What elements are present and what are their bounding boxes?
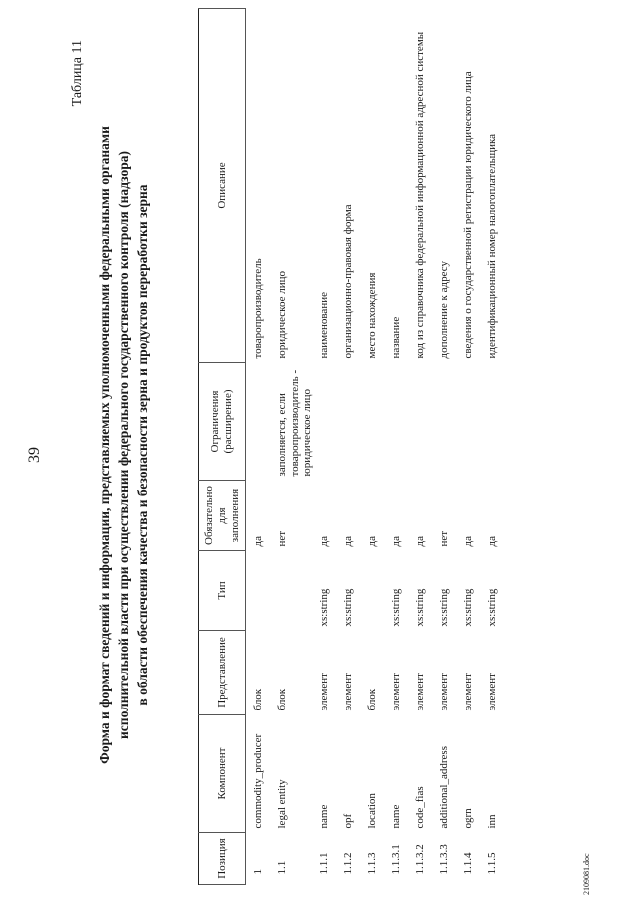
spec-table bbox=[198, 8, 508, 885]
cell-position: 1.1.2 bbox=[341, 852, 354, 875]
cell-component: location bbox=[365, 793, 378, 829]
table-row bbox=[364, 9, 388, 885]
document-title bbox=[95, 85, 152, 805]
cell-representation: блок bbox=[252, 688, 264, 711]
title-line: в области обеспечения качества и безопасности зерна и продуктов переработки зерна bbox=[135, 184, 150, 706]
cell-component: opf bbox=[341, 813, 354, 829]
cell-type: xs:string bbox=[317, 588, 330, 627]
cell-representation: элемент bbox=[389, 673, 402, 711]
table-row bbox=[246, 9, 275, 885]
document-filename: 2109081.doc bbox=[582, 853, 591, 895]
cell-required: нет bbox=[437, 530, 450, 547]
cell-type: xs:string bbox=[341, 588, 354, 627]
cell-type: xs:string bbox=[437, 588, 450, 627]
cell-constraints bbox=[460, 363, 484, 481]
cell-description: товаропроизводитель bbox=[252, 258, 264, 359]
cell-position: 1.1.3.2 bbox=[413, 844, 426, 875]
cell-required: да bbox=[461, 536, 474, 547]
cell-position: 1 bbox=[252, 869, 264, 875]
cell-description: код из справочника федеральной информационной адресной системы bbox=[413, 31, 426, 359]
cell-required: да bbox=[317, 536, 330, 547]
cell-required: да bbox=[341, 536, 354, 547]
cell-position: 1.1.3.3 bbox=[437, 844, 450, 875]
table-row bbox=[412, 9, 436, 885]
cell-description: сведения о государственной регистрации юридического лица bbox=[461, 71, 474, 359]
cell-representation: элемент bbox=[341, 673, 354, 711]
header-description: Описание bbox=[199, 9, 246, 363]
cell-constraints bbox=[412, 363, 436, 481]
cell-constraints: заполняется, если товаропроизводитель - юридическое лицо bbox=[276, 369, 313, 477]
cell-component: commodity_producer bbox=[252, 733, 264, 829]
cell-representation: блок bbox=[276, 688, 288, 711]
cell-type: xs:string bbox=[389, 588, 402, 627]
cell-description: юридическое лицо bbox=[276, 271, 288, 359]
cell-required: да bbox=[485, 536, 498, 547]
table-row bbox=[316, 9, 340, 885]
header-type: Тип bbox=[199, 551, 246, 631]
cell-description: место нахождения bbox=[365, 272, 378, 359]
cell-position: 1.1.1 bbox=[317, 852, 330, 875]
cell-constraints bbox=[388, 363, 412, 481]
header-constraints: Ограничения (расширение) bbox=[199, 363, 246, 481]
table-row bbox=[460, 9, 484, 885]
cell-constraints bbox=[436, 363, 460, 481]
cell-position: 1.1.3 bbox=[365, 852, 378, 875]
table-row bbox=[274, 9, 316, 885]
cell-required: да bbox=[389, 536, 402, 547]
header-required: Обязательно для заполнения bbox=[199, 481, 246, 551]
cell-description: организационно-правовая форма bbox=[341, 204, 354, 359]
cell-representation: элемент bbox=[437, 673, 450, 711]
page-number: 39 bbox=[26, 447, 43, 463]
cell-type: xs:string bbox=[461, 588, 474, 627]
cell-position: 1.1.5 bbox=[485, 852, 498, 875]
title-line: исполнительной власти при осуществлении федерального государственного контроля (надзора) bbox=[116, 151, 131, 739]
cell-component: legal entity bbox=[276, 779, 288, 829]
cell-representation: элемент bbox=[413, 673, 426, 711]
cell-constraints bbox=[246, 363, 275, 481]
cell-type bbox=[246, 551, 275, 631]
cell-representation: элемент bbox=[317, 673, 330, 711]
header-position: Позиция bbox=[199, 833, 246, 885]
cell-component: ogrn bbox=[461, 808, 474, 829]
cell-component: name bbox=[317, 804, 330, 829]
cell-constraints bbox=[484, 363, 508, 481]
cell-representation: элемент bbox=[485, 673, 498, 711]
cell-type bbox=[274, 551, 316, 631]
cell-representation: блок bbox=[365, 688, 378, 711]
cell-component: name bbox=[389, 804, 402, 829]
cell-required: нет bbox=[276, 530, 288, 547]
cell-component: code_fias bbox=[413, 786, 426, 829]
cell-description: название bbox=[389, 316, 402, 359]
cell-type: xs:string bbox=[485, 588, 498, 627]
cell-required: да bbox=[413, 536, 426, 547]
cell-component: additional_address bbox=[437, 746, 450, 829]
table-row bbox=[436, 9, 460, 885]
cell-position: 1.1.3.1 bbox=[389, 844, 402, 875]
table-row bbox=[340, 9, 364, 885]
header-component: Компонент bbox=[199, 715, 246, 833]
cell-component: inn bbox=[485, 814, 498, 829]
cell-constraints bbox=[316, 363, 340, 481]
table-row bbox=[484, 9, 508, 885]
cell-required: да bbox=[365, 536, 378, 547]
cell-position: 1.1 bbox=[276, 860, 288, 875]
table-row bbox=[388, 9, 412, 885]
table-label: Таблица 11 bbox=[70, 40, 85, 107]
cell-type bbox=[364, 551, 388, 631]
cell-position: 1.1.4 bbox=[461, 852, 474, 875]
cell-required: да bbox=[252, 536, 264, 547]
title-line: Форма и формат сведений и информации, представляемых уполномоченными федеральными органами bbox=[97, 126, 112, 764]
cell-description: наименование bbox=[317, 292, 330, 359]
cell-constraints bbox=[340, 363, 364, 481]
cell-description: дополнение к адресу bbox=[437, 261, 450, 359]
cell-description: идентификационный номер налогоплательщика bbox=[485, 133, 498, 359]
cell-type: xs:string bbox=[413, 588, 426, 627]
table-header-row bbox=[199, 9, 246, 885]
cell-representation: элемент bbox=[461, 673, 474, 711]
cell-constraints bbox=[364, 363, 388, 481]
header-representation: Представление bbox=[199, 631, 246, 715]
